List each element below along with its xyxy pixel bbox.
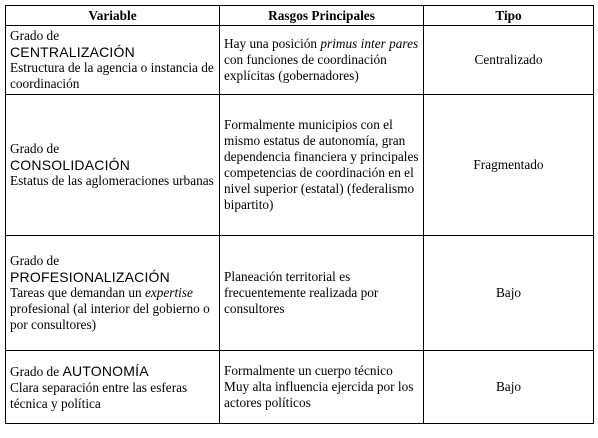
variable-cell [6, 351, 220, 424]
rasgos-text: Hay una posición [224, 36, 321, 51]
header-tipo: Tipo [424, 6, 594, 26]
header-variable: Variable [6, 6, 220, 26]
table-row [6, 236, 594, 351]
rasgos-cell [220, 26, 424, 95]
rasgos-cell [220, 351, 424, 424]
table-row [6, 26, 594, 95]
description-text: Tareas que demandan un [10, 285, 145, 300]
tipo-cell: Fragmentado [424, 95, 594, 236]
rasgos-italic: primus inter pares [320, 36, 419, 51]
variables-table [5, 5, 594, 424]
table-row [6, 95, 594, 236]
rasgos-text: con funciones de coordinación explícitas (gobernadores) [224, 52, 387, 83]
variable-description: Estatus de las aglomeraciones urbanas [10, 173, 214, 188]
rasgos-line: Formalmente un cuerpo técnico [224, 363, 393, 378]
table-row [6, 351, 594, 424]
description-text: profesional (al interior del gobierno o por consultores) [10, 301, 210, 332]
variable-cell [6, 26, 220, 95]
variable-name: PROFESIONALIZACIÓN [10, 269, 170, 285]
variable-prefix: Grado de [10, 363, 60, 379]
tipo-cell: Bajo [424, 351, 594, 424]
tipo-cell: Bajo [424, 236, 594, 351]
variable-description [10, 285, 215, 333]
variable-name-line [10, 363, 215, 380]
variable-description: Estructura de la agencia o instancia de coordinación [10, 60, 214, 91]
variable-cell [6, 236, 220, 351]
variable-name: AUTONOMÍA [62, 362, 149, 379]
variable-prefix: Grado de [10, 28, 60, 43]
variable-name: CONSOLIDACIÓN [10, 157, 131, 173]
variable-name: CENTRALIZACIÓN [10, 44, 135, 60]
header-row [6, 6, 594, 26]
rasgos-line: Muy alta influencia ejercida por los actores políticos [224, 379, 414, 410]
variable-prefix: Grado de [10, 141, 60, 156]
header-rasgos: Rasgos Principales [220, 6, 424, 26]
rasgos-cell: Formalmente municipios con el mismo estatus de autonomía, gran dependencia financiera y principales competencias de coordinación en el nivel superior (estatal) (federalismo bipartito) [220, 95, 424, 236]
variable-prefix: Grado de [10, 253, 60, 268]
tipo-cell: Centralizado [424, 26, 594, 95]
variable-description: Clara separación entre las esferas técnica y política [10, 379, 188, 411]
rasgos-cell: Planeación territorial es frecuentemente realizada por consultores [220, 236, 424, 351]
variable-cell [6, 95, 220, 236]
description-italic: expertise [144, 285, 193, 300]
